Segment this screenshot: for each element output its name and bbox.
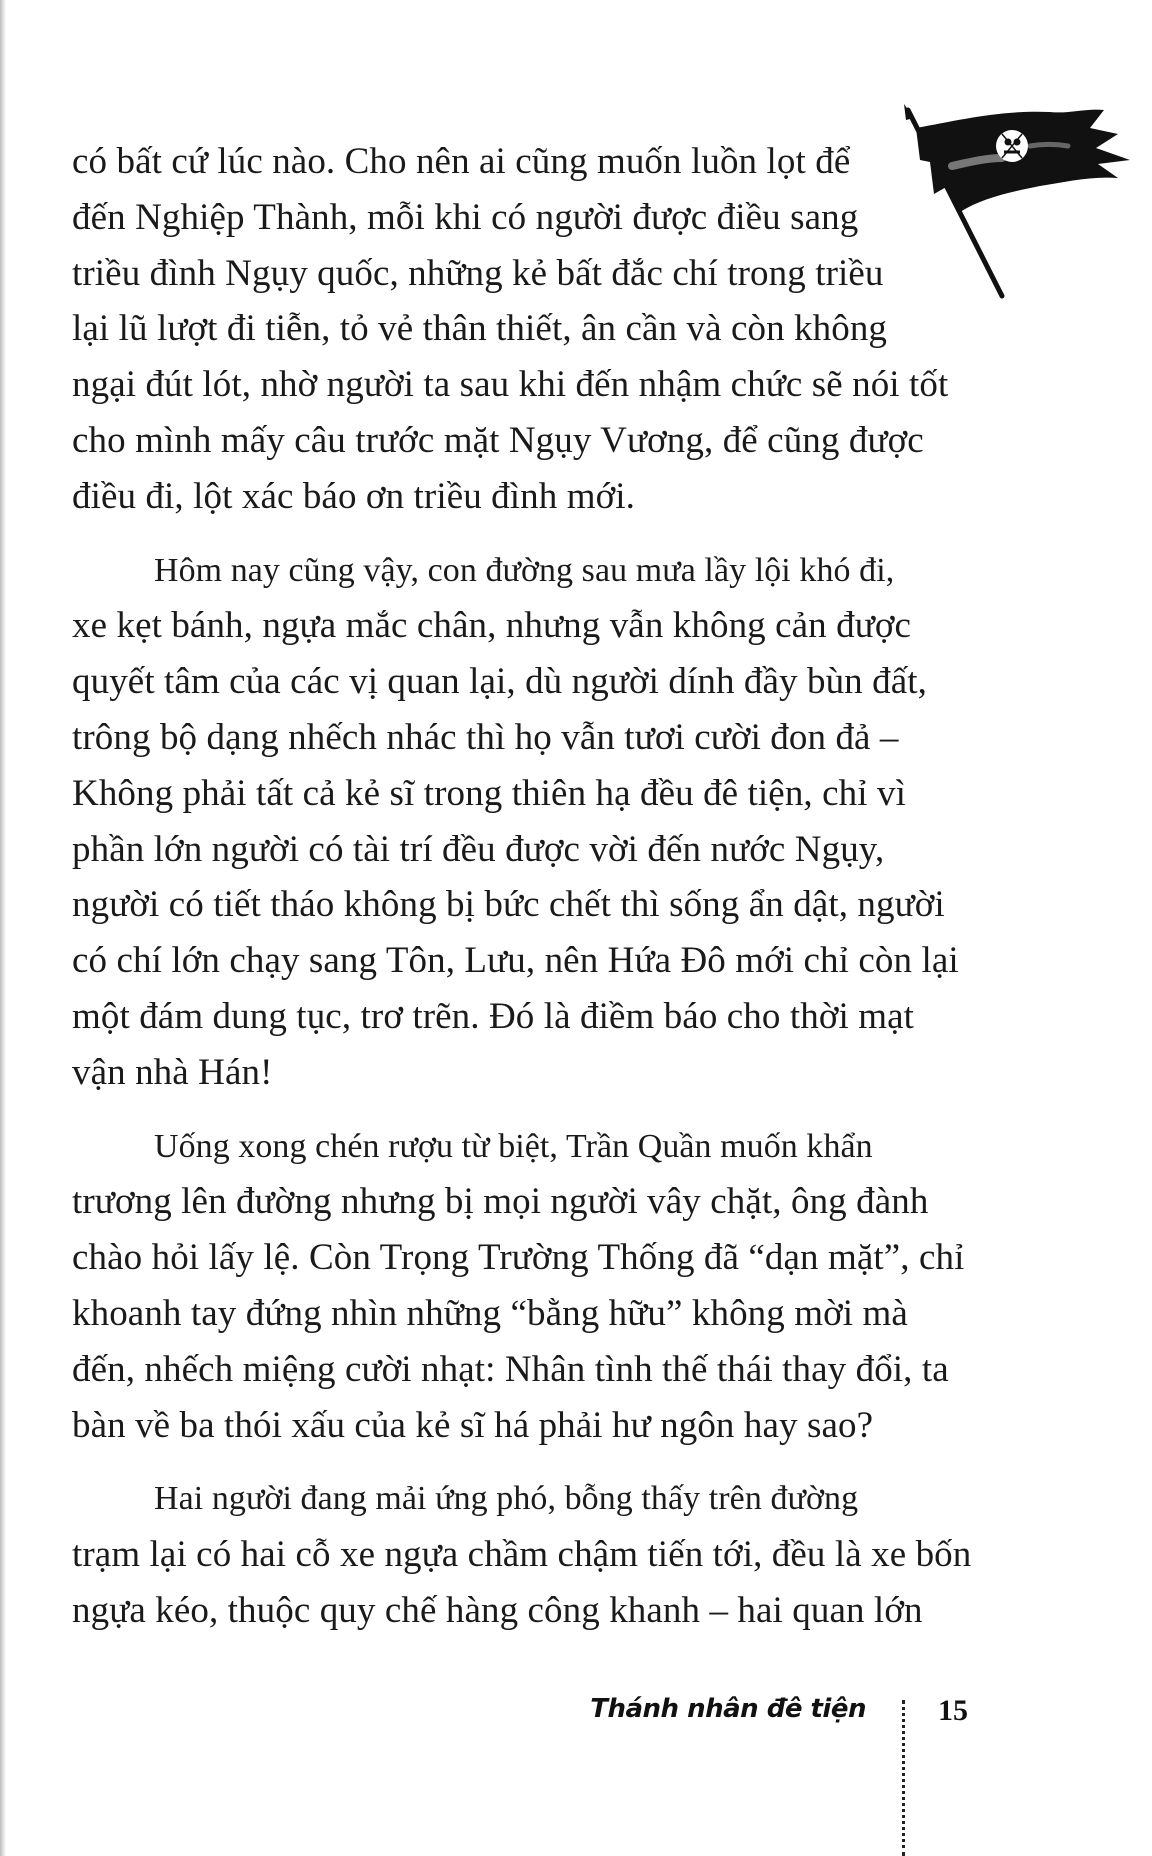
running-title: Thánh nhân đê tiện [590,1694,866,1724]
text-line: ngựa kéo, thuộc quy chế hàng công khanh – hai quan lớn [72,1589,923,1631]
page-number: 15 [938,1694,968,1727]
text-line: trông bộ dạng nhếch nhác thì họ vẫn tươi cười đon đả – [72,716,899,758]
text-line: ngại đút lót, nhờ người ta sau khi đến nhậm chức sẽ nói tốt [72,364,949,406]
text-line: trương lên đường nhưng bị mọi người vây chặt, ông đành [72,1181,929,1223]
text-line: đến, nhếch miệng cười nhạt: Nhân tình thế thái thay đổi, ta [72,1348,949,1390]
text-line: Hai người đang mải ứng phó, bỗng thấy trên đường [154,1480,859,1518]
text-line: phần lớn người có tài trí đều được vời đến nước Ngụy, [72,828,885,870]
text-line: đến Nghiệp Thành, mỗi khi có người được điều sang [72,196,859,238]
text-line: người có tiết tháo không bị bức chết thì sống ẩn dật, người [72,884,945,926]
text-line: vận nhà Hán! [72,1051,273,1093]
footer-dotted-divider [902,1700,905,1856]
body-text [72,134,972,1639]
text-line: chào hỏi lấy lệ. Còn Trọng Trường Thống đã “dạn mặt”, chỉ [72,1237,965,1279]
text-line: có chí lớn chạy sang Tôn, Lưu, nên Hứa Đô mới chỉ còn lại [72,940,959,982]
text-line: quyết tâm của các vị quan lại, dù người dính đầy bùn đất, [72,661,927,703]
paragraph-1 [72,134,972,525]
page-edge-shadow [0,0,6,1856]
text-line: khoanh tay đứng nhìn những “bằng hữu” không mời mà [72,1292,908,1334]
text-line: có bất cứ lúc nào. Cho nên ai cũng muốn luồn lọt để [72,141,851,182]
text-line: điều đi, lột xác báo ơn triều đình mới. [72,475,635,517]
paragraph-3 [72,1119,972,1454]
text-line: lại lũ lượt đi tiễn, tỏ vẻ thân thiết, ân cần và còn không [72,308,888,350]
text-line: cho mình mấy câu trước mặt Ngụy Vương, để cũng được [72,419,924,461]
text-line: bàn về ba thói xấu của kẻ sĩ há phải hư ngôn hay sao? [72,1404,874,1446]
text-line: xe kẹt bánh, ngựa mắc chân, nhưng vẫn không cản được [72,605,912,647]
text-line: Hôm nay cũng vậy, con đường sau mưa lầy lội khó đi, [154,551,895,589]
text-line: trạm lại có hai cỗ xe ngựa chầm chậm tiến tới, đều là xe bốn [72,1534,972,1576]
text-line: triều đình Ngụy quốc, những kẻ bất đắc chí trong triều [72,252,884,294]
text-line: Uống xong chén rượu từ biệt, Trần Quần muốn khẩn [154,1127,873,1165]
text-line: Không phải tất cả kẻ sĩ trong thiên hạ đều đê tiện, chỉ vì [72,772,906,814]
paragraph-4 [72,1471,972,1638]
paragraph-2 [72,543,972,1101]
page-footer [0,1690,1152,1750]
text-line: một đám dung tục, trơ trẽn. Đó là điềm báo cho thời mạt [72,995,915,1037]
